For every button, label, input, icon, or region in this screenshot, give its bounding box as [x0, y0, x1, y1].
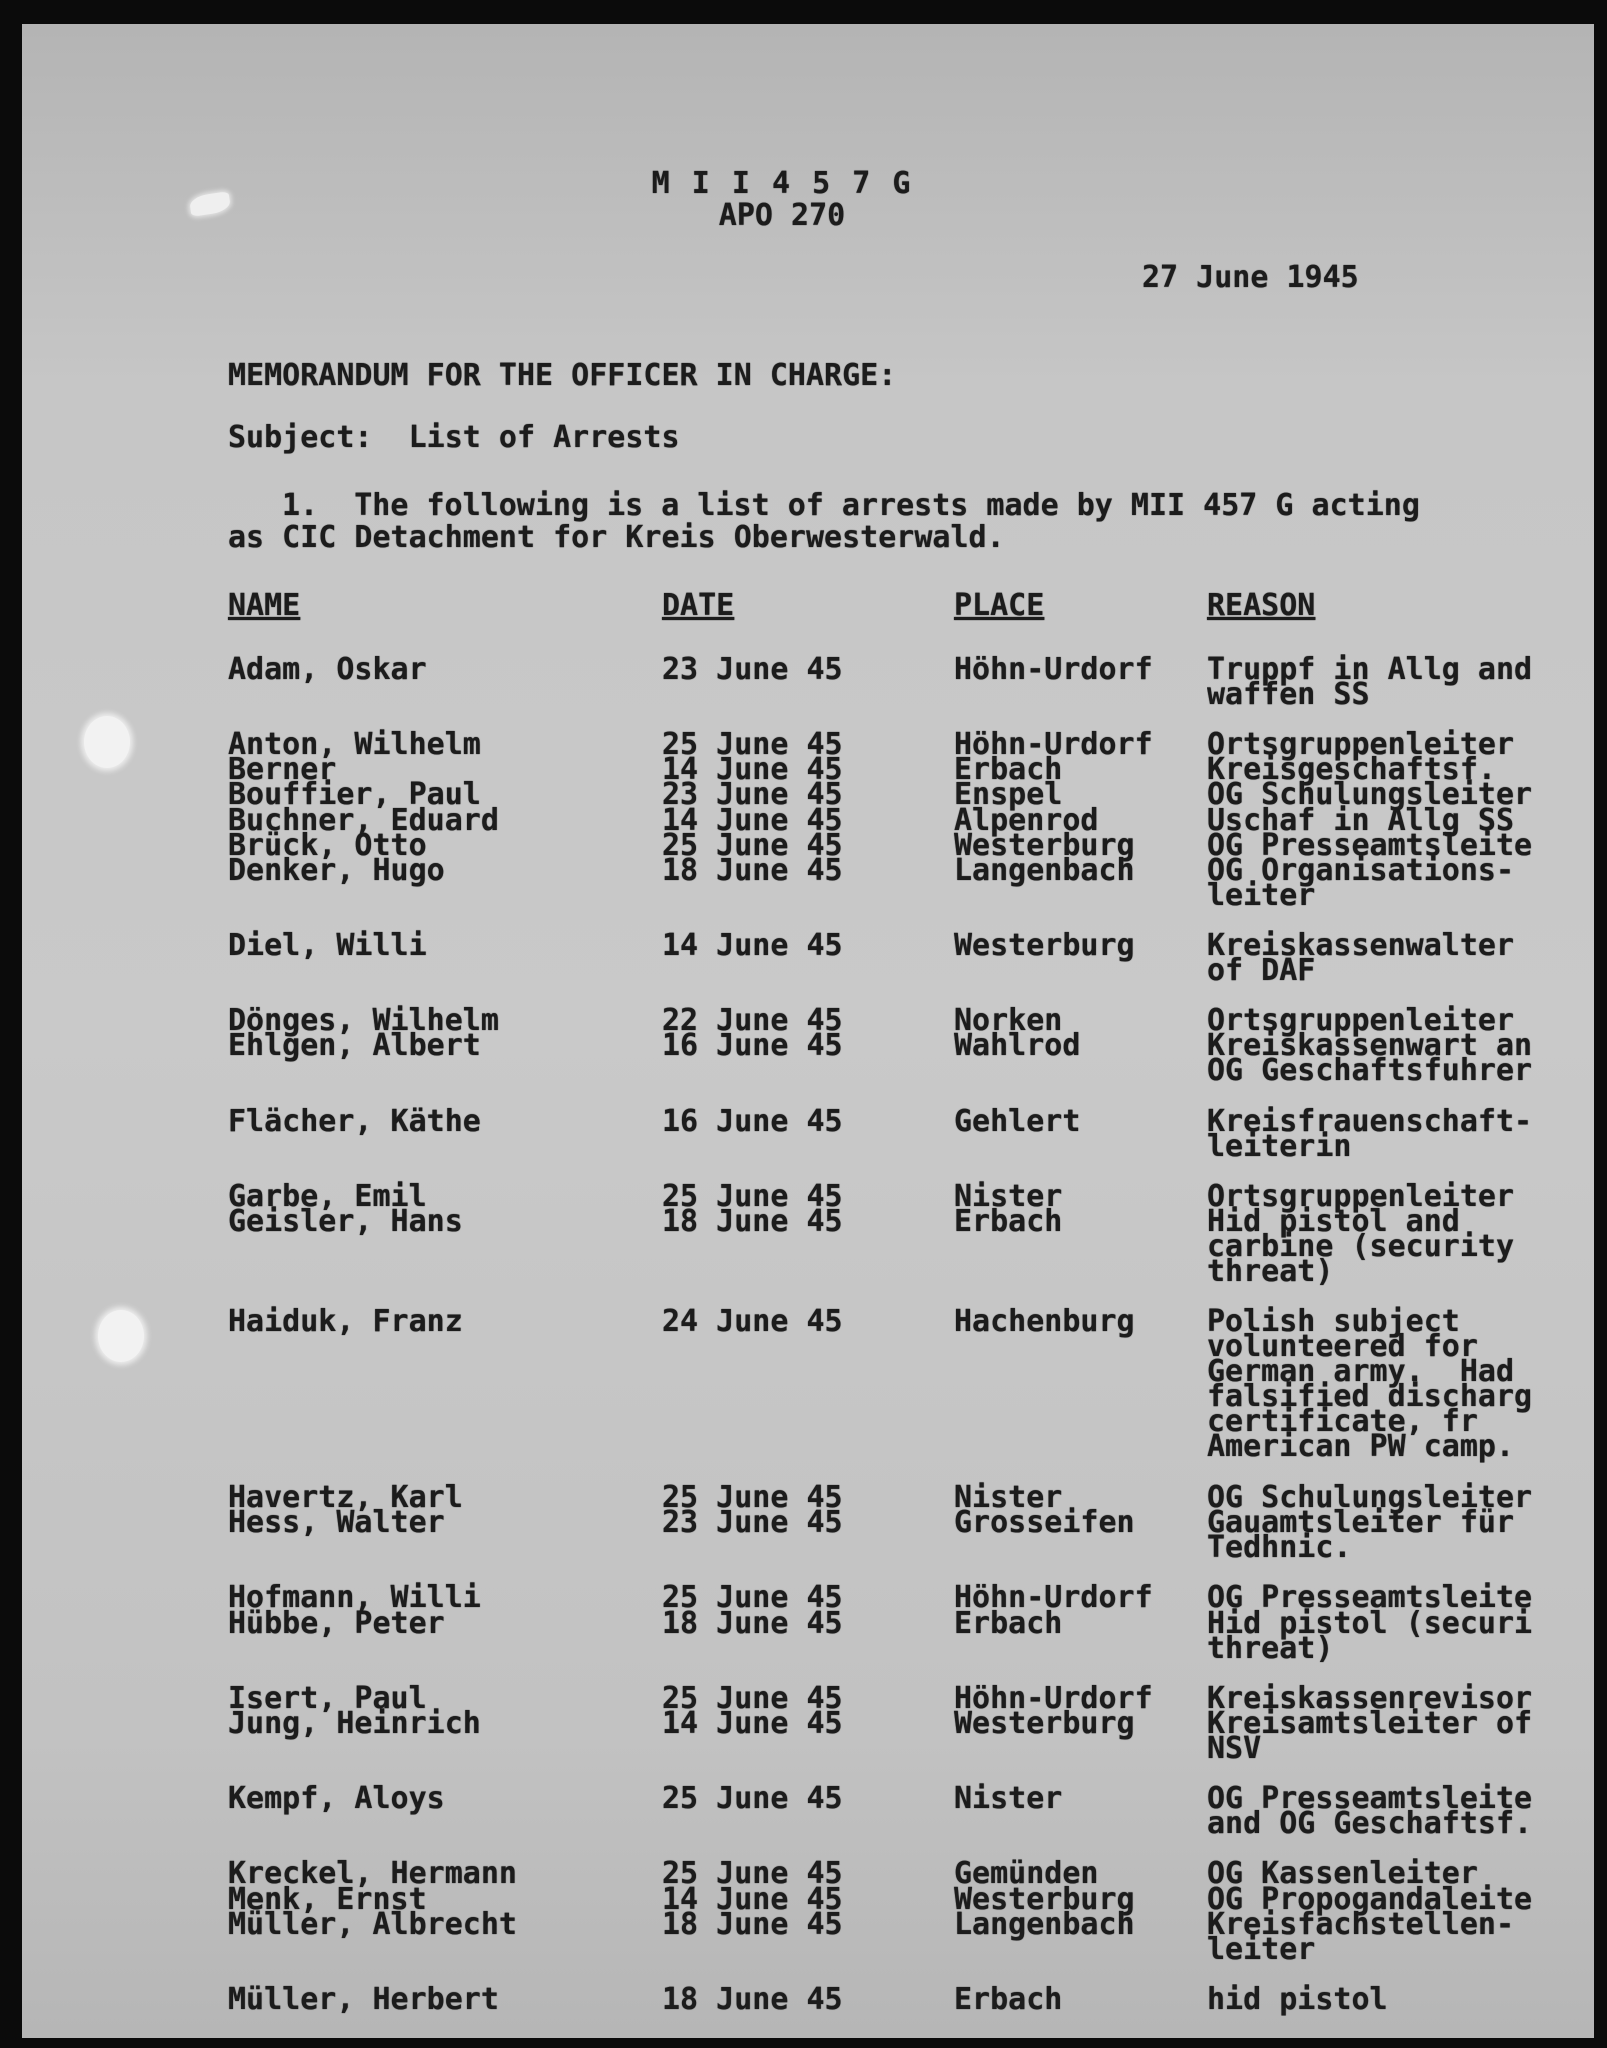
arrestee-name: Garbe, Emil: [228, 1179, 427, 1214]
arrest-reason-line: OG Kassenleiter: [1207, 1858, 1478, 1890]
arrest-date: 25 June 45: [662, 1580, 843, 1615]
memo-paragraph-line-2: as CIC Detachment for Kreis Oberwesterwald.: [228, 520, 1005, 555]
memo-date: 27 June 1945: [1142, 260, 1359, 295]
arrest-reason-line: OG Organisations-: [1207, 855, 1515, 887]
arrestee-name: Denker, Hugo: [228, 853, 445, 888]
arrestee-name: Hess, Walter: [228, 1505, 445, 1540]
arrest-date: 14 June 45: [662, 1706, 843, 1741]
arrest-reason-line: Hid pistol and: [1207, 1206, 1460, 1238]
arrestee-name: Müller, Albrecht: [228, 1907, 517, 1942]
arrest-place: Höhn-Urdorf: [954, 1580, 1153, 1615]
arrest-reason-line: OG Propogandaleite: [1207, 1884, 1533, 1916]
arrest-reason-line: OG Presseamtsleite: [1207, 1582, 1533, 1614]
arrest-place: Hachenburg: [954, 1304, 1135, 1339]
arrest-reason-line: threat): [1207, 1256, 1334, 1288]
arrest-reason-line: OG Geschaftsfuhrer: [1207, 1055, 1533, 1087]
arrest-place: Erbach: [954, 1204, 1063, 1239]
arrest-date: 18 June 45: [662, 1907, 843, 1942]
arrest-place: Westerburg: [954, 828, 1135, 863]
arrestee-name: Anton, Wilhelm: [228, 727, 481, 762]
arrest-place: Gehlert: [954, 1104, 1081, 1139]
arrest-date: 25 June 45: [662, 1856, 843, 1891]
arrest-reason-line: volunteered for: [1207, 1331, 1478, 1363]
arrest-place: Grosseifen: [954, 1505, 1135, 1540]
arrest-reason-line: Kreisamtsleiter of: [1207, 1708, 1533, 1740]
arrest-date: 18 June 45: [662, 1982, 843, 2017]
arrestee-name: Havertz, Karl: [228, 1480, 463, 1515]
column-header-name: NAME: [228, 588, 301, 623]
arrest-place: Höhn-Urdorf: [954, 1681, 1153, 1716]
office-designation: M I I 4 5 7 G: [651, 166, 913, 201]
arrest-reason-line: of DAF: [1207, 955, 1316, 987]
arrestee-name: Hofmann, Willi: [228, 1580, 481, 1615]
arrest-date: 25 June 45: [662, 828, 843, 863]
arrest-reason-line: Kreiskassenwalter: [1207, 930, 1515, 962]
arrestee-name: Adam, Oskar: [228, 652, 427, 687]
punch-hole-upper: [84, 716, 130, 768]
arrest-reason-line: American PW camp.: [1207, 1431, 1515, 1463]
arrest-reason-line: German army. Had: [1207, 1356, 1515, 1388]
arrest-reason-line: Gauamtsleiter für: [1207, 1507, 1515, 1539]
arrest-place: Langenbach: [954, 853, 1135, 888]
arrest-date: 23 June 45: [662, 777, 843, 812]
arrest-reason-line: OG Schulungsleiter: [1207, 1482, 1533, 1514]
arrest-reason-line: Kreiskassenrevisor: [1207, 1683, 1533, 1715]
arrest-date: 14 June 45: [662, 1882, 843, 1917]
arrestee-name: Berner: [228, 752, 337, 787]
arrest-reason-line: OG Presseamtsleite: [1207, 1783, 1533, 1815]
arrest-reason-line: threat): [1207, 1633, 1334, 1665]
arrest-date: 25 June 45: [662, 1781, 843, 1816]
arrest-place: Westerburg: [954, 1706, 1135, 1741]
arrest-date: 14 June 45: [662, 928, 843, 963]
paper-tear-mark: [189, 191, 231, 216]
arrestee-name: Flächer, Käthe: [228, 1104, 481, 1139]
arrestee-name: Brück, Otto: [228, 828, 427, 863]
arrest-date: 14 June 45: [662, 803, 843, 838]
arrest-date: 23 June 45: [662, 652, 843, 687]
arrest-reason-line: Truppf in Allg and: [1207, 654, 1533, 686]
arrest-date: 18 June 45: [662, 853, 843, 888]
arrest-date: 23 June 45: [662, 1505, 843, 1540]
arrest-reason-line: carbine (security: [1207, 1231, 1515, 1263]
arrestee-name: Kempf, Aloys: [228, 1781, 445, 1816]
arrestee-name: Buchner, Eduard: [228, 803, 499, 838]
arrest-reason-line: Hid pistol (securi: [1207, 1608, 1533, 1640]
arrest-reason-line: Ortsgruppenleiter: [1207, 729, 1515, 761]
arrest-place: Höhn-Urdorf: [954, 727, 1153, 762]
arrest-place: Enspel: [954, 777, 1063, 812]
arrest-reason-line: OG Presseamtsleite: [1207, 830, 1533, 862]
arrest-reason-line: leiterin: [1207, 1131, 1352, 1163]
arrestee-name: Müller, Herbert: [228, 1982, 499, 2017]
arrest-reason-line: Kreisfachstellen-: [1207, 1909, 1515, 1941]
arrestee-name: Jung, Heinrich: [228, 1706, 481, 1741]
arrest-reason-line: hid pistol: [1207, 1984, 1388, 2016]
arrest-date: 18 June 45: [662, 1606, 843, 1641]
arrest-date: 16 June 45: [662, 1104, 843, 1139]
arrest-date: 24 June 45: [662, 1304, 843, 1339]
arrest-reason-line: Tedhnic.: [1207, 1532, 1352, 1564]
arrest-place: Höhn-Urdorf: [954, 652, 1153, 687]
arrestee-name: Hübbe, Peter: [228, 1606, 445, 1641]
arrestee-name: Diel, Willi: [228, 928, 427, 963]
arrestee-name: Haiduk, Franz: [228, 1304, 463, 1339]
arrest-reason-line: Kreiskassenwart an: [1207, 1030, 1533, 1062]
arrest-date: 18 June 45: [662, 1204, 843, 1239]
arrest-place: Nister: [954, 1781, 1063, 1816]
arrest-place: Alpenrod: [954, 803, 1099, 838]
arrest-place: Westerburg: [954, 1882, 1135, 1917]
arrestee-name: Ehlgen, Albert: [228, 1028, 481, 1063]
arrest-reason-line: leiter: [1207, 880, 1316, 912]
arrest-date: 22 June 45: [662, 1003, 843, 1038]
arrest-reason-line: Ortsgruppenleiter: [1207, 1181, 1515, 1213]
arrest-place: Erbach: [954, 1606, 1063, 1641]
column-header-place: PLACE: [954, 588, 1045, 623]
column-header-reason: REASON: [1207, 588, 1316, 623]
arrest-place: Nister: [954, 1480, 1063, 1515]
arrest-date: 16 June 45: [662, 1028, 843, 1063]
column-header-date: DATE: [662, 588, 735, 623]
arrest-date: 14 June 45: [662, 752, 843, 787]
memo-subject: Subject: List of Arrests: [228, 420, 680, 455]
arrest-reason-line: and OG Geschaftsf.: [1207, 1808, 1533, 1840]
arrest-reason-line: Uschaf in Allg SS: [1207, 805, 1515, 837]
arrest-reason-line: certificate, fr: [1207, 1406, 1478, 1438]
arrest-place: Nister: [954, 1179, 1063, 1214]
arrest-reason-line: Kreisgeschaftsf.: [1207, 754, 1496, 786]
document-page: [22, 24, 1594, 2038]
arrest-place: Norken: [954, 1003, 1063, 1038]
arrest-reason-line: Kreisfrauenschaft-: [1207, 1106, 1533, 1138]
arrest-date: 25 June 45: [662, 727, 843, 762]
memo-paragraph-line-1: 1. The following is a list of arrests made by MII 457 G acting: [282, 488, 1420, 523]
arrestee-name: Bouffier, Paul: [228, 777, 481, 812]
arrestee-name: Menk, Ernst: [228, 1882, 427, 1917]
arrest-reason-line: NSV: [1207, 1733, 1262, 1765]
arrestee-name: Isert, Paul: [228, 1681, 427, 1716]
arrest-reason-line: Ortsgruppenleiter: [1207, 1005, 1515, 1037]
arrest-reason-line: leiter: [1207, 1934, 1316, 1966]
arrest-place: Westerburg: [954, 928, 1135, 963]
arrest-place: Gemünden: [954, 1856, 1099, 1891]
arrestee-name: Kreckel, Hermann: [228, 1856, 517, 1891]
arrest-place: Erbach: [954, 1982, 1063, 2017]
arrestee-name: Dönges, Wilhelm: [228, 1003, 499, 1038]
arrest-date: 25 June 45: [662, 1480, 843, 1515]
arrest-place: Erbach: [954, 752, 1063, 787]
arrest-reason-line: falsified discharg: [1207, 1381, 1533, 1413]
apo-number: APO 270: [718, 198, 846, 233]
arrest-reason-line: Polish subject: [1207, 1306, 1460, 1338]
arrest-reason-line: waffen SS: [1207, 679, 1370, 711]
arrest-date: 25 June 45: [662, 1681, 843, 1716]
punch-hole-lower: [98, 1310, 144, 1362]
arrest-reason-line: OG Schulungsleiter: [1207, 779, 1533, 811]
arrest-place: Langenbach: [954, 1907, 1135, 1942]
arrest-place: Wahlrod: [954, 1028, 1081, 1063]
arrestee-name: Geisler, Hans: [228, 1204, 463, 1239]
memo-addressee: MEMORANDUM FOR THE OFFICER IN CHARGE:: [228, 358, 897, 393]
arrest-date: 25 June 45: [662, 1179, 843, 1214]
